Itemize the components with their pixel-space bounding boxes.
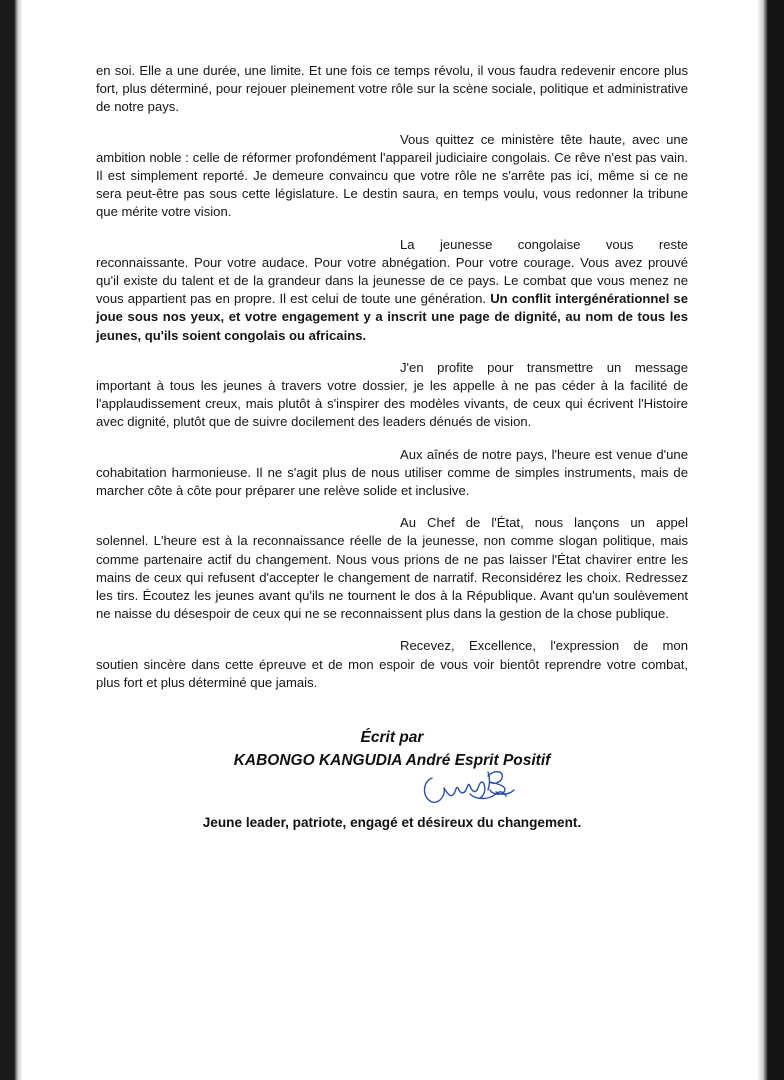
written-by-label: Écrit par bbox=[360, 729, 424, 746]
author-name: KABONGO KANGUDIA André Esprit Positif bbox=[233, 752, 551, 769]
bold-passage: Un conflit intergénérationnel se joue sous nos yeux, et votre engagement y a inscrit une page de dignité, au nom de tous les jeunes, qu'ils soient congolais ou africains. bbox=[96, 291, 688, 343]
letter-body bbox=[96, 62, 688, 706]
paragraph: Recevez, Excellence, l'expression de mon soutien sincère dans cette épreuve et de mon espoir de vous voir bientôt reprendre votre combat, plus fort et plus déterminé que jamais. bbox=[96, 638, 688, 690]
paragraph: Vous quittez ce ministère tête haute, avec une ambition noble : celle de réformer profondément l'appareil judiciaire congolais. Ce rêve n'est pas vain. Il est simplement reporté. Je demeure convaincu que votre rôle ne s'arrête pas ici, même si ce ne sera peut-être pas sous cette législature. Le destin saura, en temps voulu, vous redonner la tribune que mérite votre vision. bbox=[96, 131, 688, 220]
paragraph: J'en profite pour transmettre un message important à tous les jeunes à travers votre dossier, je les appelle à ne pas céder à la facilité de l'applaudissement creux, mais plutôt à s'inspirer des modèles vivants, de ceux qui écrivent l'Histoire avec dignité, plutôt que de suivre docilement des leaders dénués de vision. bbox=[96, 359, 688, 430]
signature-block bbox=[96, 728, 688, 830]
paragraph: Au Chef de l'État, nous lançons un appel solennel. L'heure est à la reconnaissance réelle de la jeunesse, non comme slogan politique, mais comme partenaire actif du changement. Nous vous prions de ne pas laisser l'État chavirer entre les mains de ceux qui refusent d'accepter le changement de narratif. Reconsidérez les choix. Redressez les tirs. Écoutez les jeunes avant qu'ils ne tournent le dos à la République. Avant qu'un soulèvement ne naisse du désespoir de ceux qui ne se reconnaissent plus dans la gestion de la chose publique. bbox=[96, 515, 688, 622]
paragraph: La jeunesse congolaise vous reste reconnaissante. Pour votre audace. Pour votre abnégation. Pour votre courage. Vous avez prouvé qu'il existe du talent et de la grandeur dans la jeunesse de ce pays. Le combat que vous menez ne vous appartient pas en propre. Il est celui de toute une génération. Un conflit intergénérationnel se joue sous nos yeux, et votre engagement y a inscrit une page de dignité, au nom de tous les jeunes, qu'ils soient congolais ou africains. bbox=[96, 236, 688, 343]
paragraph: Aux aînés de notre pays, l'heure est venue d'une cohabitation harmonieuse. Il ne s'agit plus de nous utiliser comme de simples instruments, mais de marcher côte à côte pour préparer une relève solide et inclusive. bbox=[96, 446, 688, 499]
handwritten-signature bbox=[418, 764, 528, 810]
motto: Jeune leader, patriote, engagé et désireux du changement. bbox=[202, 815, 582, 830]
paragraph: en soi. Elle a une durée, une limite. Et une fois ce temps révolu, il vous faudra redevenir encore plus fort, plus déterminé, pour rejouer pleinement votre rôle sur la scène sociale, politique et administrative de notre pays. bbox=[96, 63, 688, 115]
left-border bbox=[0, 0, 22, 1080]
right-border bbox=[758, 0, 784, 1080]
